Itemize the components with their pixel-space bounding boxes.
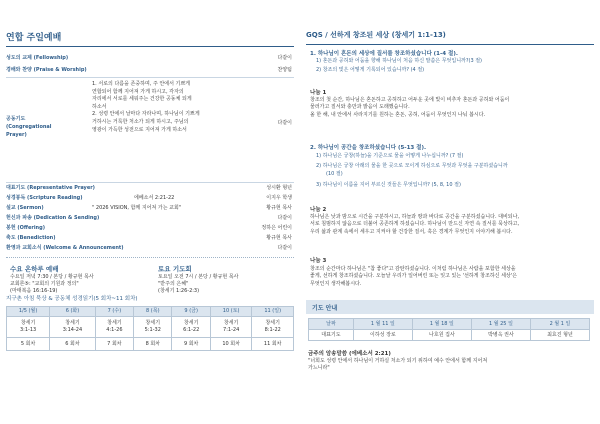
order-leader: 다같이 <box>277 215 292 221</box>
schedule-book: 창세기 <box>145 320 161 326</box>
wednesday-title: 수요 온하루 예배 <box>10 265 59 273</box>
schedule-book: 창세기 <box>107 320 122 326</box>
prayer-guide-title: 기도 안내 <box>312 305 338 312</box>
guide-cell: 나호원 집사 <box>412 330 471 341</box>
order-leader: 다같이 <box>277 245 292 251</box>
schedule-count: 9 회차 <box>172 338 210 351</box>
schedule-book: 창세기 <box>223 320 239 326</box>
schedule-book: 창세기 <box>20 320 36 326</box>
guide-head-row <box>309 319 590 330</box>
share2-text <box>310 214 582 236</box>
prayer-line: 1. 서로의 다름을 존중하며, 주 안에서 기쁘게 <box>92 81 191 87</box>
schedule-range: 6:1-22 <box>183 327 200 333</box>
share2-line: 우리 삶과 관계 속에서 세우고 지켜야 할 건강한 질서, 혹은 경계가 무엇인지 이야기해 봅시다. <box>310 228 513 235</box>
title-rule <box>6 46 294 47</box>
schedule-reading <box>172 317 210 338</box>
memory-verse-title: 금주의 암송말씀 (에베소서 2:21) <box>308 351 391 357</box>
prayer-line: 하소서 <box>92 103 107 110</box>
schedule-date: 9 (금) <box>172 307 210 317</box>
q2-b: 2) 하나님은 궁창 아래의 물을 한 곳으로 모이게 하심으로 무엇과 무엇을 구분하셨습니까 <box>316 163 508 169</box>
prayer-label-line: 공동기도 <box>6 116 26 122</box>
order-label: 대표기도 (Representative Prayer) <box>6 185 95 191</box>
order-leader: 찬양팀 <box>277 67 292 73</box>
schedule-book: 창세기 <box>265 320 280 326</box>
prayer-guide-table <box>308 318 590 341</box>
prayer-leader: 다같이 <box>277 120 292 126</box>
guide-head-cell: 1 월 18 일 <box>412 319 471 330</box>
order-leader: 황규현 목사 <box>266 235 292 241</box>
q2-c: 3) 하나님이 이름을 지어 부르신 것들은 무엇입니까? (5, 8, 10 절) <box>316 182 461 188</box>
memory-verse-text <box>308 358 588 373</box>
schedule-date-row <box>7 307 294 317</box>
share2-title: 나눔 2 <box>310 207 327 213</box>
order-sermon-title: " 2026 VISION, 함께 지어져 가는 교회" <box>92 205 182 211</box>
order-leader: 성시환 형년 <box>266 185 292 191</box>
divider <box>6 182 294 183</box>
order-label: 설교 (Sermon) <box>6 205 44 211</box>
schedule-count: 8 회차 <box>134 338 172 351</box>
guide-row <box>309 330 590 341</box>
schedule-count: 6 회차 <box>50 338 96 351</box>
schedule-count: 11 회차 <box>252 338 294 351</box>
schedule-reading <box>7 317 50 338</box>
order-leader: 정하은 어린이 <box>261 225 292 231</box>
share2-line: 하나님은 낮과 밤으로 시간을 구분하시고, 하늘과 땅과 바다로 공간을 구분하셨습니다. 대비되나, <box>310 214 520 220</box>
worship-title: 연합 주일예배 <box>6 33 62 43</box>
schedule-title: 지구촌 아침 묵상 & 공동체 성경읽기(5 회차~11 회차) <box>6 296 138 302</box>
q2-a: 1) 하나님은 궁창(하늘)을 기준으로 물을 어떻게 나누십니까? (7 절) <box>316 153 464 159</box>
wednesday-line: 수요일 저녁 7:30 / 본당 / 황규현 목사 <box>10 274 94 280</box>
order-leader: 황규현 목사 <box>266 205 292 211</box>
prayer-label-line: (Congregational <box>6 124 52 130</box>
memory-verse-line: 가느니라" <box>308 365 330 372</box>
order-leader: 이지우 학생 <box>266 195 292 201</box>
prayer-line: 자리에서 서로를 세워주는 건강한 공동체 되게 <box>92 96 192 103</box>
share1-text <box>310 97 582 119</box>
schedule-date: 11 (일) <box>252 307 294 317</box>
schedule-reading <box>134 317 172 338</box>
share1-line: 창조의 첫 순간, 하나님은 혼돈하고 공허하고 어두운 곳에 빛이 비추자 혼돈과 공허와 어둠이 <box>310 97 510 103</box>
memory-verse-line: "너희도 성령 안에서 하나님이 거하실 처소가 되기 위하여 예수 안에서 함께 지어져 <box>308 358 488 364</box>
prayer-guide-header <box>306 300 594 314</box>
schedule-count-row <box>7 338 294 351</box>
wednesday-line: (마태복음 16:16-19) <box>10 288 58 294</box>
order-label: 헌신과 파송 (Dedication & Sending) <box>6 215 100 221</box>
schedule-date: 7 (수) <box>95 307 133 317</box>
schedule-date: 10 (토) <box>210 307 252 317</box>
share1-title: 나눔 1 <box>310 90 327 96</box>
schedule-range: 5:1-32 <box>144 327 161 333</box>
schedule-reading <box>252 317 294 338</box>
order-label: 성도의 교제 (Fellowship) <box>6 55 69 61</box>
prayer-text <box>92 81 264 134</box>
reading-schedule-table <box>6 306 294 351</box>
wednesday-service <box>10 264 150 295</box>
saturday-prayer <box>158 264 294 295</box>
order-label: 봉헌 (Offering) <box>6 225 45 231</box>
share3-line: 창조의 순간마다 하나님은 "참 좋다"고 감탄하셨습니다. 이처럼 하나님은 사람을 포함한 세상을 <box>310 266 516 272</box>
schedule-date: 8 (목) <box>134 307 172 317</box>
share2-line: 서로 침범하지 않음으로 더불어 공존하게 하셨습니다. 하나님이 만드신 자연 속 질서를 묵상하고, <box>310 221 520 228</box>
divider <box>6 77 294 78</box>
gqs-title: GQS / 선하게 창조된 세상 (창세기 1:1-13) <box>306 31 446 39</box>
share3-line: 좋게, 선하게 창조하셨습니다. 오늘날 우리가 일어버린 또는 잊고 있는 '선하게 창조하신 세상'은 <box>310 273 517 280</box>
title-rule <box>306 44 594 45</box>
guide-head-cell: 1 월 11 일 <box>353 319 412 330</box>
order-label: 성경봉독 (Scripture Reading) <box>6 195 83 201</box>
schedule-count: 10 회차 <box>210 338 252 351</box>
schedule-range: 8:1-22 <box>264 327 281 333</box>
guide-head-cell: 2 월 1 일 <box>530 319 589 330</box>
q1-b: 2) 창조의 빛은 어떻게 기록되어 있습니까? (4 절) <box>316 67 425 73</box>
schedule-count: 7 회차 <box>95 338 133 351</box>
schedule-count: 5 회차 <box>7 338 50 351</box>
share3-text <box>310 266 582 288</box>
order-label: 축도 (Benediction) <box>6 235 56 241</box>
schedule-book: 창세기 <box>183 320 199 326</box>
schedule-reading <box>95 317 133 338</box>
order-leader: 다같이 <box>277 55 292 61</box>
q1-title: 1. 하나님이 혼돈의 세상에 질서를 창조하셨습니다 (1-4 절). <box>310 51 458 57</box>
q2-title: 2. 하나님이 공간을 창조하셨습니다 (5-13 절). <box>310 145 427 151</box>
prayer-line: 연합되어 함께 지어져 가게 하시고, 각자의 <box>92 88 184 95</box>
schedule-date: 1/5 (월) <box>7 307 50 317</box>
schedule-range: 7:1-24 <box>223 327 240 333</box>
schedule-range: 4:1-26 <box>106 327 123 333</box>
schedule-date: 6 (화) <box>50 307 96 317</box>
guide-cell: 최효진 형년 <box>530 330 589 341</box>
schedule-reading-row <box>7 317 294 338</box>
q1-a: 1) 혼돈과 공허와 어둠을 향해 하나님이 처음 하신 말씀은 무엇입니까?(3 절) <box>316 58 483 64</box>
saturday-title: 토요 기도회 <box>158 265 192 273</box>
share1-line: 물러가고 질서와 충만과 밝음이 도래했습니다. <box>310 104 410 111</box>
order-label: 경배와 찬양 (Praise & Worship) <box>6 67 87 73</box>
order-passage: 에베소서 2:21-22 <box>134 195 175 201</box>
schedule-range: 3:14-24 <box>62 327 83 333</box>
guide-cell: 이하성 장로 <box>353 330 412 341</box>
share3-title: 나눔 3 <box>310 258 327 264</box>
prayer-line: 거하시는 거룩한 처소가 되게 하시고, 주님의 <box>92 118 189 125</box>
guide-cell: 대표기도 <box>309 330 354 341</box>
wednesday-line: 교회론⑤: "교회의 기원과 정의" <box>10 281 79 287</box>
guide-head-cell: 날짜 <box>309 319 354 330</box>
guide-cell: 박병옥 권사 <box>471 330 530 341</box>
guide-head-cell: 1 월 25 일 <box>471 319 530 330</box>
saturday-line: (창세기 1:26-2:3) <box>158 288 200 294</box>
schedule-reading <box>210 317 252 338</box>
schedule-reading <box>50 317 96 338</box>
saturday-line: 토요일 오전 7시 / 본당 / 황규현 목사 <box>158 274 239 280</box>
q2-b2: (10 절) <box>326 171 343 177</box>
prayer-line: 영광이 가득한 성전으로 지어져 가게 하소서 <box>92 126 187 133</box>
schedule-book: 창세기 <box>65 320 80 326</box>
prayer-label-line: Prayer) <box>6 132 27 138</box>
share1-line: 올 한 해, 내 안에서 사라지기를 원하는 혼돈, 공허, 어둠이 무엇인지 나눠 봅시다. <box>310 111 486 118</box>
schedule-range: 3:1-13 <box>19 327 37 333</box>
order-label: 환영과 교회소식 (Welcome & Announcement) <box>6 245 124 251</box>
prayer-line: 2. 성령 안에서 날마다 자라나며, 하나님이 기쁘게 <box>92 111 200 118</box>
share3-line: 무엇인지 생각해봅시다. <box>310 280 362 287</box>
saturday-line: "받주의 은혜" <box>158 281 189 287</box>
divider <box>6 257 294 258</box>
